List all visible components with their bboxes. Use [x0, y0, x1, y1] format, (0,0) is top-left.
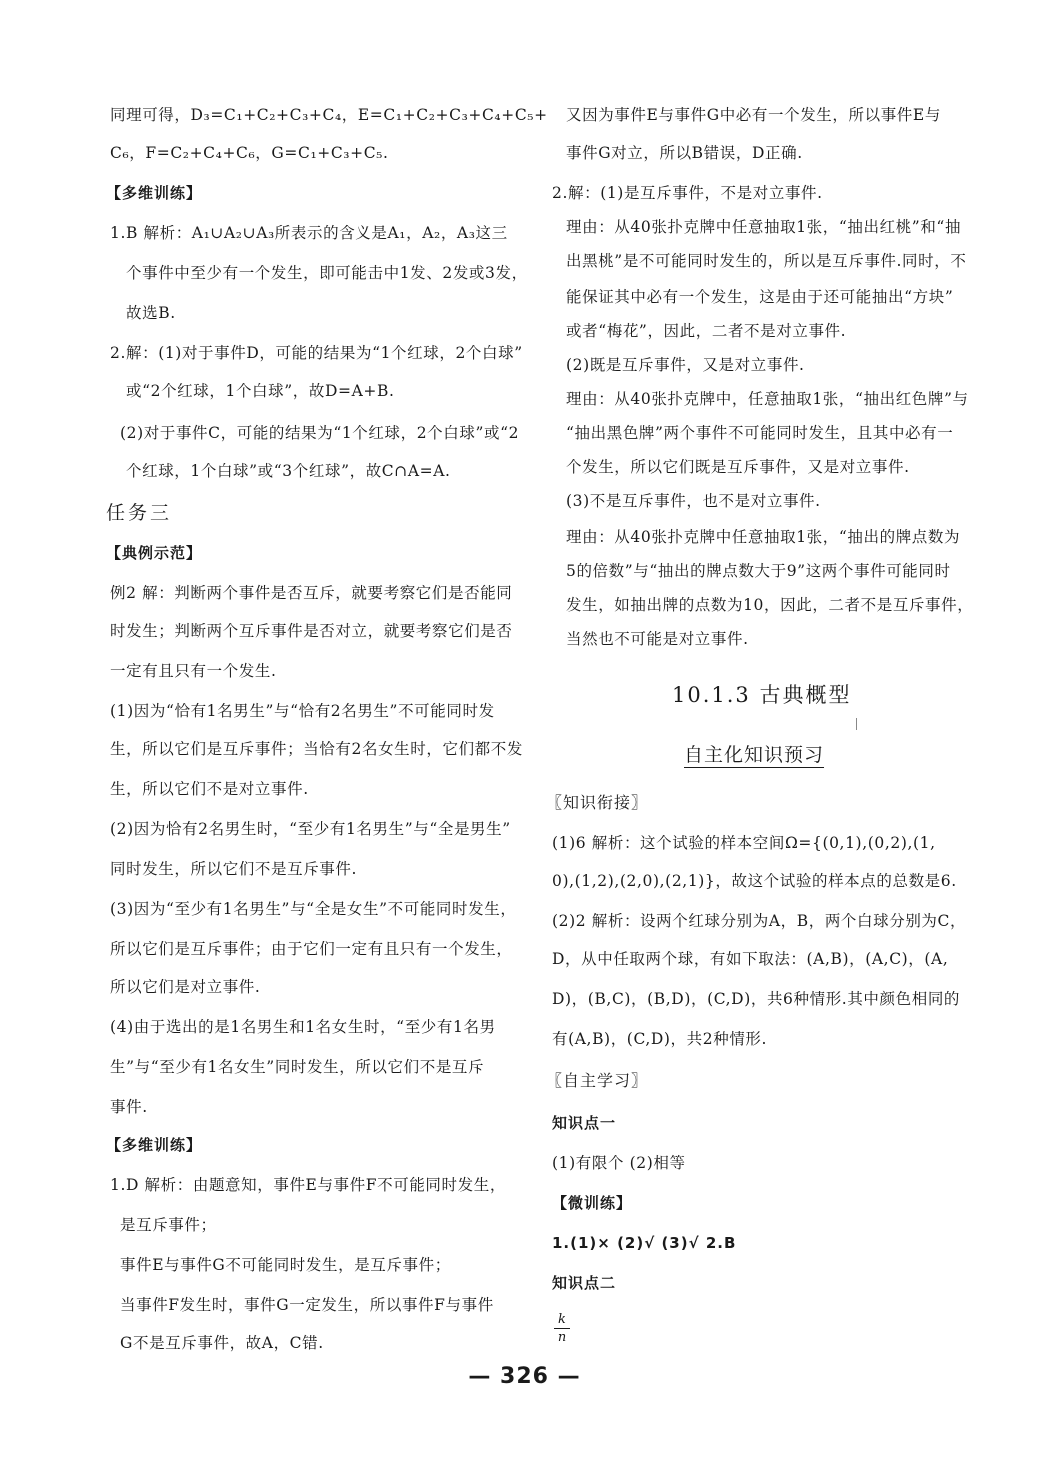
task-heading: 任务三 — [106, 502, 173, 524]
heading-micro-training: 【微训练】 — [552, 1194, 633, 1212]
text-line: (2)2 解析：设两个红球分别为A，B，两个白球分别为C， — [552, 912, 967, 930]
text-line: 1.(1)× (2)√ (3)√ 2.B — [552, 1234, 737, 1252]
text-line: 个发生，所以它们既是互斥事件，又是对立事件. — [566, 458, 910, 476]
heading-self-study: 〖自主学习〗 — [546, 1071, 649, 1090]
text-line: D)，(B,C)，(B,D)，(C,D)，共6种情形.其中颜色相同的 — [552, 990, 961, 1008]
fraction-k-over-n — [554, 1312, 570, 1345]
text-line: 故选B. — [126, 304, 176, 322]
text-line: G不是互斥事件，故A，C错. — [120, 1334, 324, 1352]
text-line: 事件G对立，所以B错误，D正确. — [566, 144, 803, 162]
fraction-numerator: k — [558, 1312, 566, 1327]
text-line: 所以它们是互斥事件；由于它们一定有且只有一个发生， — [110, 940, 513, 958]
text-line: 2.解：(1)是互斥事件，不是对立事件. — [552, 184, 823, 202]
text-line: 发生，如抽出牌的点数为10，因此，二者不是互斥事件， — [566, 596, 974, 614]
heading-multi-training: 【多维训练】 — [106, 184, 203, 202]
text-line: 生，所以它们是互斥事件；当恰有2名女生时，它们都不发 — [110, 740, 523, 758]
heading-multi-training: 【多维训练】 — [106, 1136, 203, 1154]
text-line: 或者“梅花”，因此，二者不是对立事件. — [566, 322, 847, 340]
text-line: 一定有且只有一个发生. — [110, 662, 277, 680]
text-line: 是互斥事件； — [120, 1216, 217, 1234]
text-line: 个事件中至少有一个发生，即可能击中1发、2发或3发， — [126, 264, 528, 282]
text-line: D，从中任取两个球，有如下取法：(A,B)，(A,C)，(A, — [552, 950, 949, 968]
text-line: (1)6 解析：这个试验的样本空间Ω={(0,1),(0,2),(1, — [552, 834, 936, 852]
text-line: 能保证其中必有一个发生，这是由于还可能抽出“方块” — [566, 288, 954, 306]
text-line: 所以它们是对立事件. — [110, 978, 261, 996]
text-line: 或“2个红球，1个白球”，故D=A+B. — [126, 382, 395, 400]
text-line: 事件E与事件G不可能同时发生，是互斥事件； — [120, 1256, 451, 1274]
text-line: 当然也不可能是对立事件. — [566, 630, 749, 648]
text-line: 出黑桃”是不可能同时发生的，所以是互斥事件.同时，不 — [566, 252, 967, 270]
page-number: — 326 — — [468, 1364, 581, 1389]
text-line: 1.D 解析：由题意知，事件E与事件F不可能同时发生， — [110, 1176, 506, 1194]
cursor-mark — [856, 718, 857, 730]
subsection-title: 自主化知识预习 — [684, 744, 825, 766]
text-line: 理由：从40张扑克牌中任意抽取1张，“抽出红桃”和“抽 — [566, 218, 962, 236]
text-line: 有(A,B)，(C,D)，共2种情形. — [552, 1030, 768, 1048]
text-line: C₆，F=C₂+C₄+C₆，G=C₁+C₃+C₅. — [110, 144, 389, 162]
heading-example: 【典例示范】 — [106, 544, 203, 562]
text-line: 又因为事件E与事件G中必有一个发生，所以事件E与 — [566, 106, 941, 124]
text-line: 生”与“至少有1名女生”同时发生，所以它们不是互斥 — [110, 1058, 485, 1076]
text-line: 同理可得，D₃=C₁+C₂+C₃+C₄，E=C₁+C₂+C₃+C₄+C₅+ — [110, 106, 548, 124]
text-line: (2)对于事件C，可能的结果为“1个红球，2个白球”或“2 — [120, 424, 520, 442]
text-line: 生，所以它们不是对立事件. — [110, 780, 309, 798]
text-line: (2)因为恰有2名男生时，“至少有1名男生”与“全是男生” — [110, 820, 511, 838]
text-line: 同时发生，所以它们不是互斥事件. — [110, 860, 358, 878]
fraction-denominator: n — [557, 1330, 567, 1345]
knowledge-point-heading: 知识点二 — [552, 1274, 617, 1292]
heading-knowledge-link: 〖知识衔接〗 — [546, 793, 649, 812]
text-line: 当事件F发生时，事件G一定发生，所以事件F与事件 — [120, 1296, 494, 1314]
text-line: “抽出黑色牌”两个事件不可能同时发生，且其中必有一 — [566, 424, 954, 442]
text-line: (1)因为“恰有1名男生”与“恰有2名男生”不可能同时发 — [110, 702, 495, 720]
text-line: 0),(1,2),(2,0),(2,1)}，故这个试验的样本点的总数是6. — [552, 872, 957, 890]
text-line: 个红球，1个白球”或“3个红球”，故C∩A=A. — [126, 462, 451, 480]
text-line: 1.B 解析：A₁∪A₂∪A₃所表示的含义是A₁，A₂，A₃这三 — [110, 224, 508, 242]
text-line: (3)不是互斥事件，也不是对立事件. — [566, 492, 821, 510]
text-line: 理由：从40张扑克牌中任意抽取1张，“抽出的牌点数为 — [566, 528, 961, 546]
text-line: 理由：从40张扑克牌中，任意抽取1张，“抽出红色牌”与 — [566, 390, 969, 408]
text-line: 5的倍数”与“抽出的牌点数大于9”这两个事件可能同时 — [566, 562, 951, 580]
section-title: 10.1.3 古典概型 — [672, 683, 852, 707]
text-line: 例2 解：判断两个事件是否互斥，就要考察它们是否能同 — [110, 584, 513, 602]
text-line: (3)因为“至少有1名男生”与“全是女生”不可能同时发生， — [110, 900, 517, 918]
text-line: (1)有限个 (2)相等 — [552, 1154, 686, 1172]
fraction-bar — [554, 1328, 570, 1329]
text-line: 事件. — [110, 1098, 148, 1116]
text-line: 时发生；判断两个互斥事件是否对立，就要考察它们是否 — [110, 622, 513, 640]
knowledge-point-heading: 知识点一 — [552, 1114, 617, 1132]
text-line: (2)既是互斥事件，又是对立事件. — [566, 356, 805, 374]
text-line: 2.解：(1)对于事件D，可能的结果为“1个红球，2个白球” — [110, 344, 523, 362]
text-line: (4)由于选出的是1名男生和1名女生时，“至少有1名男 — [110, 1018, 496, 1036]
